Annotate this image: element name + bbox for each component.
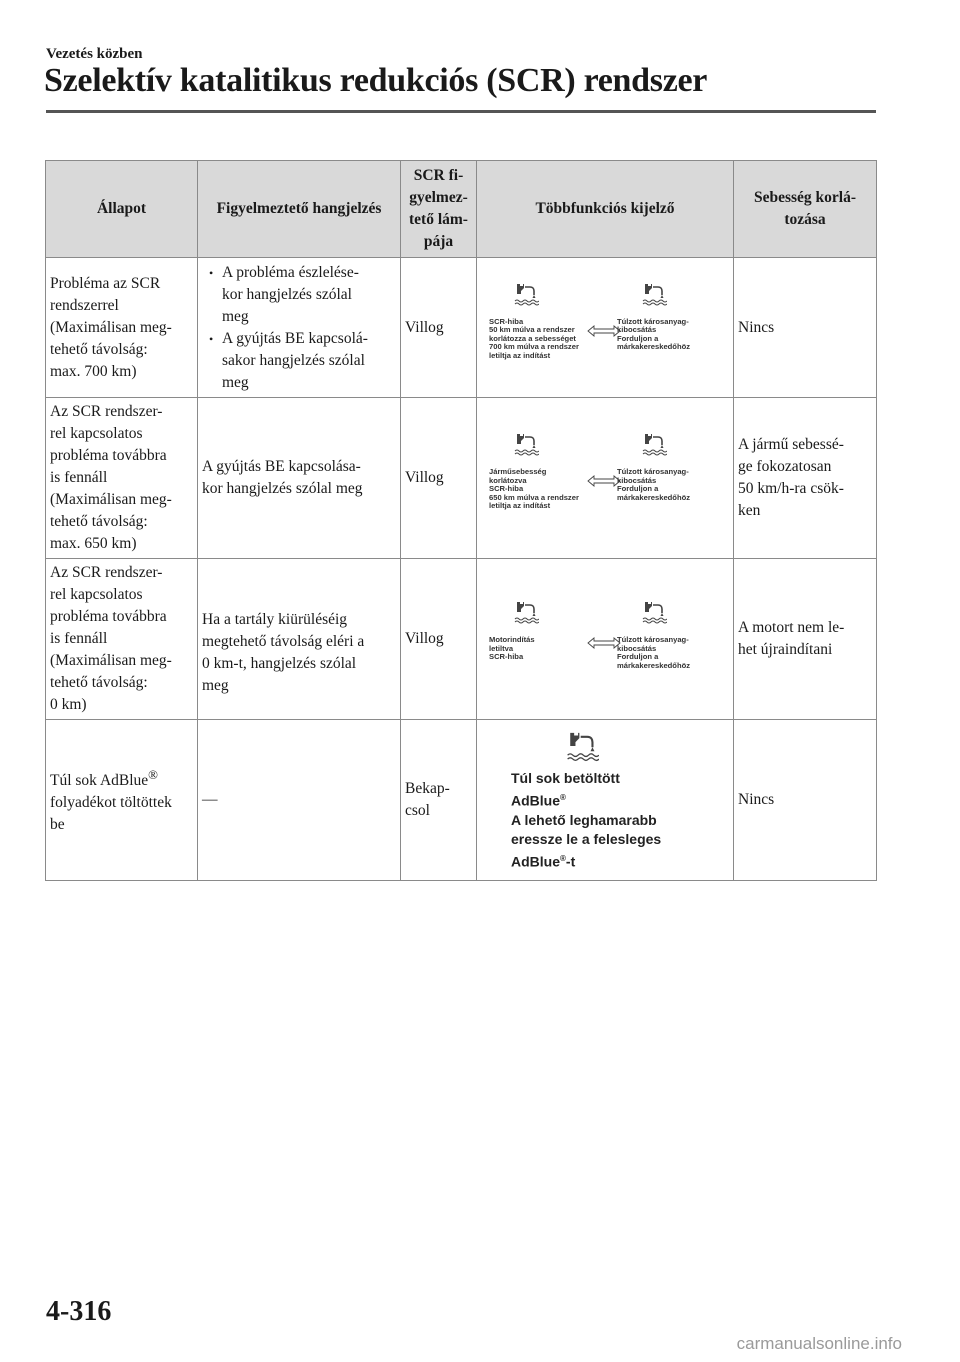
display-message-left: SCR-hiba 50 km múlva a rendszer korlátozza a sebességet 700 km múlva a rendszer letiltja az indítást xyxy=(489,316,579,360)
display-screen-right xyxy=(617,591,735,670)
double-arrow-icon xyxy=(587,475,621,487)
title-divider xyxy=(46,110,876,113)
warning-sound-cell: — xyxy=(198,720,401,881)
double-arrow-icon xyxy=(587,325,621,337)
display-illustration xyxy=(481,273,729,383)
display-screen-left xyxy=(489,273,597,361)
adblue-warning-icon xyxy=(513,599,539,625)
column-header-warning-sound: Figyelmeztető hangjelzés xyxy=(198,161,401,258)
display-illustration xyxy=(481,591,729,687)
watermark: carmanualsonline.info xyxy=(736,1334,902,1353)
column-header-state: Állapot xyxy=(46,161,198,258)
speed-limit-cell: Nincs xyxy=(734,258,877,398)
column-header-display: Többfunkciós kijelző xyxy=(477,161,734,258)
bullet-item xyxy=(202,262,396,328)
display-message-line: -t xyxy=(565,853,576,870)
display-cell xyxy=(477,258,734,398)
table-row xyxy=(46,720,877,881)
display-message xyxy=(511,769,729,871)
page-title: Szelektív katalitikus redukciós (SCR) rendszer xyxy=(44,62,708,99)
display-illustration xyxy=(481,423,729,533)
bullet-item xyxy=(202,328,396,394)
display-message-right: Túlzott károsanyag- kibocsátás Forduljon a márkakereskedőhöz xyxy=(617,467,691,502)
table-header-row xyxy=(46,161,877,258)
scr-lamp-cell: Villog xyxy=(401,559,477,720)
bullet-icon: • xyxy=(209,265,214,280)
display-screen-right xyxy=(617,423,735,502)
display-message-line: Túl sok betöltött xyxy=(511,770,620,786)
display-message-left: Motorindítás letiltva SCR-hiba xyxy=(489,635,535,662)
adblue-warning-icon xyxy=(641,431,667,457)
state-cell: Az SCR rendszer- rel kapcsolatos probléma továbbra is fennáll (Maximálisan meg- tehető távolság: 0 km) xyxy=(46,559,198,720)
page-number: 4-316 xyxy=(46,1296,112,1327)
double-arrow-icon xyxy=(587,637,621,649)
adblue-warning-icon xyxy=(513,281,539,307)
adblue-warning-icon xyxy=(565,729,599,763)
display-cell xyxy=(477,720,734,881)
display-message-left: Járműsebesség korlátozva SCR-hiba 650 km múlva a rendszer letiltja az indítást xyxy=(489,467,579,511)
scr-status-table xyxy=(45,160,877,881)
state-cell: Probléma az SCR rendszerrel (Maximálisan meg- tehető távolság: max. 700 km) xyxy=(46,258,198,398)
display-message-line: AdBlue xyxy=(511,792,560,809)
state-cell: Az SCR rendszer- rel kapcsolatos probléma továbbra is fennáll (Maximálisan meg- tehető távolság: max. 650 km) xyxy=(46,398,198,559)
registered-mark: ® xyxy=(560,853,566,863)
bullet-list xyxy=(202,262,396,394)
display-message-right: Túlzott károsanyag- kibocsátás Forduljon a márkakereskedőhöz xyxy=(617,635,691,670)
section-label: Vezetés közben xyxy=(46,46,143,62)
registered-mark: ® xyxy=(148,766,158,782)
display-screen-left xyxy=(489,591,597,662)
table-row xyxy=(46,559,877,720)
bullet-text: A probléma észlelése- kor hangjelzés szólal meg xyxy=(222,263,359,325)
adblue-warning-icon xyxy=(641,281,667,307)
column-header-scr-lamp: SCR fi- gyelmez- tető lám- pája xyxy=(401,161,477,258)
display-cell xyxy=(477,398,734,559)
display-illustration xyxy=(481,723,729,871)
warning-sound-cell: Ha a tartály kiürüléséig megtehető távolság eléri a 0 km-t, hangjelzés szólal meg xyxy=(198,559,401,720)
scr-lamp-cell: Villog xyxy=(401,258,477,398)
scr-lamp-cell: Bekap- csol xyxy=(401,720,477,881)
speed-limit-cell: A motort nem le- het újraindítani xyxy=(734,559,877,720)
warning-sound-cell: A gyújtás BE kapcsolása- kor hangjelzés szólal meg xyxy=(198,398,401,559)
adblue-warning-icon xyxy=(513,431,539,457)
display-message-line: A lehető leghamarabb eressze le a felesleges xyxy=(511,811,662,847)
display-message-right: Túlzott károsanyag- kibocsátás Forduljon a márkakereskedőhöz xyxy=(617,316,691,352)
table-row xyxy=(46,258,877,398)
display-cell xyxy=(477,559,734,720)
bullet-text: A gyújtás BE kapcsolá- sakor hangjelzés szólal meg xyxy=(222,329,368,391)
scr-lamp-cell: Villog xyxy=(401,398,477,559)
registered-mark: ® xyxy=(560,793,566,802)
speed-limit-cell: A jármű sebessé- ge fokozatosan 50 km/h-ra csök- ken xyxy=(734,398,877,559)
state-text: folyadékot töltöttek be xyxy=(50,794,172,834)
state-text: Túl sok AdBlue xyxy=(50,772,149,790)
table-row xyxy=(46,398,877,559)
adblue-warning-icon xyxy=(641,599,667,625)
display-message-line: AdBlue xyxy=(511,853,560,870)
display-screen-right xyxy=(617,273,735,352)
state-cell xyxy=(46,720,198,881)
column-header-speed-limit: Sebesség korlá- tozása xyxy=(734,161,877,258)
bullet-icon: • xyxy=(209,331,214,346)
warning-sound-cell xyxy=(198,258,401,398)
display-screen-left xyxy=(489,423,597,511)
speed-limit-cell: Nincs xyxy=(734,720,877,881)
